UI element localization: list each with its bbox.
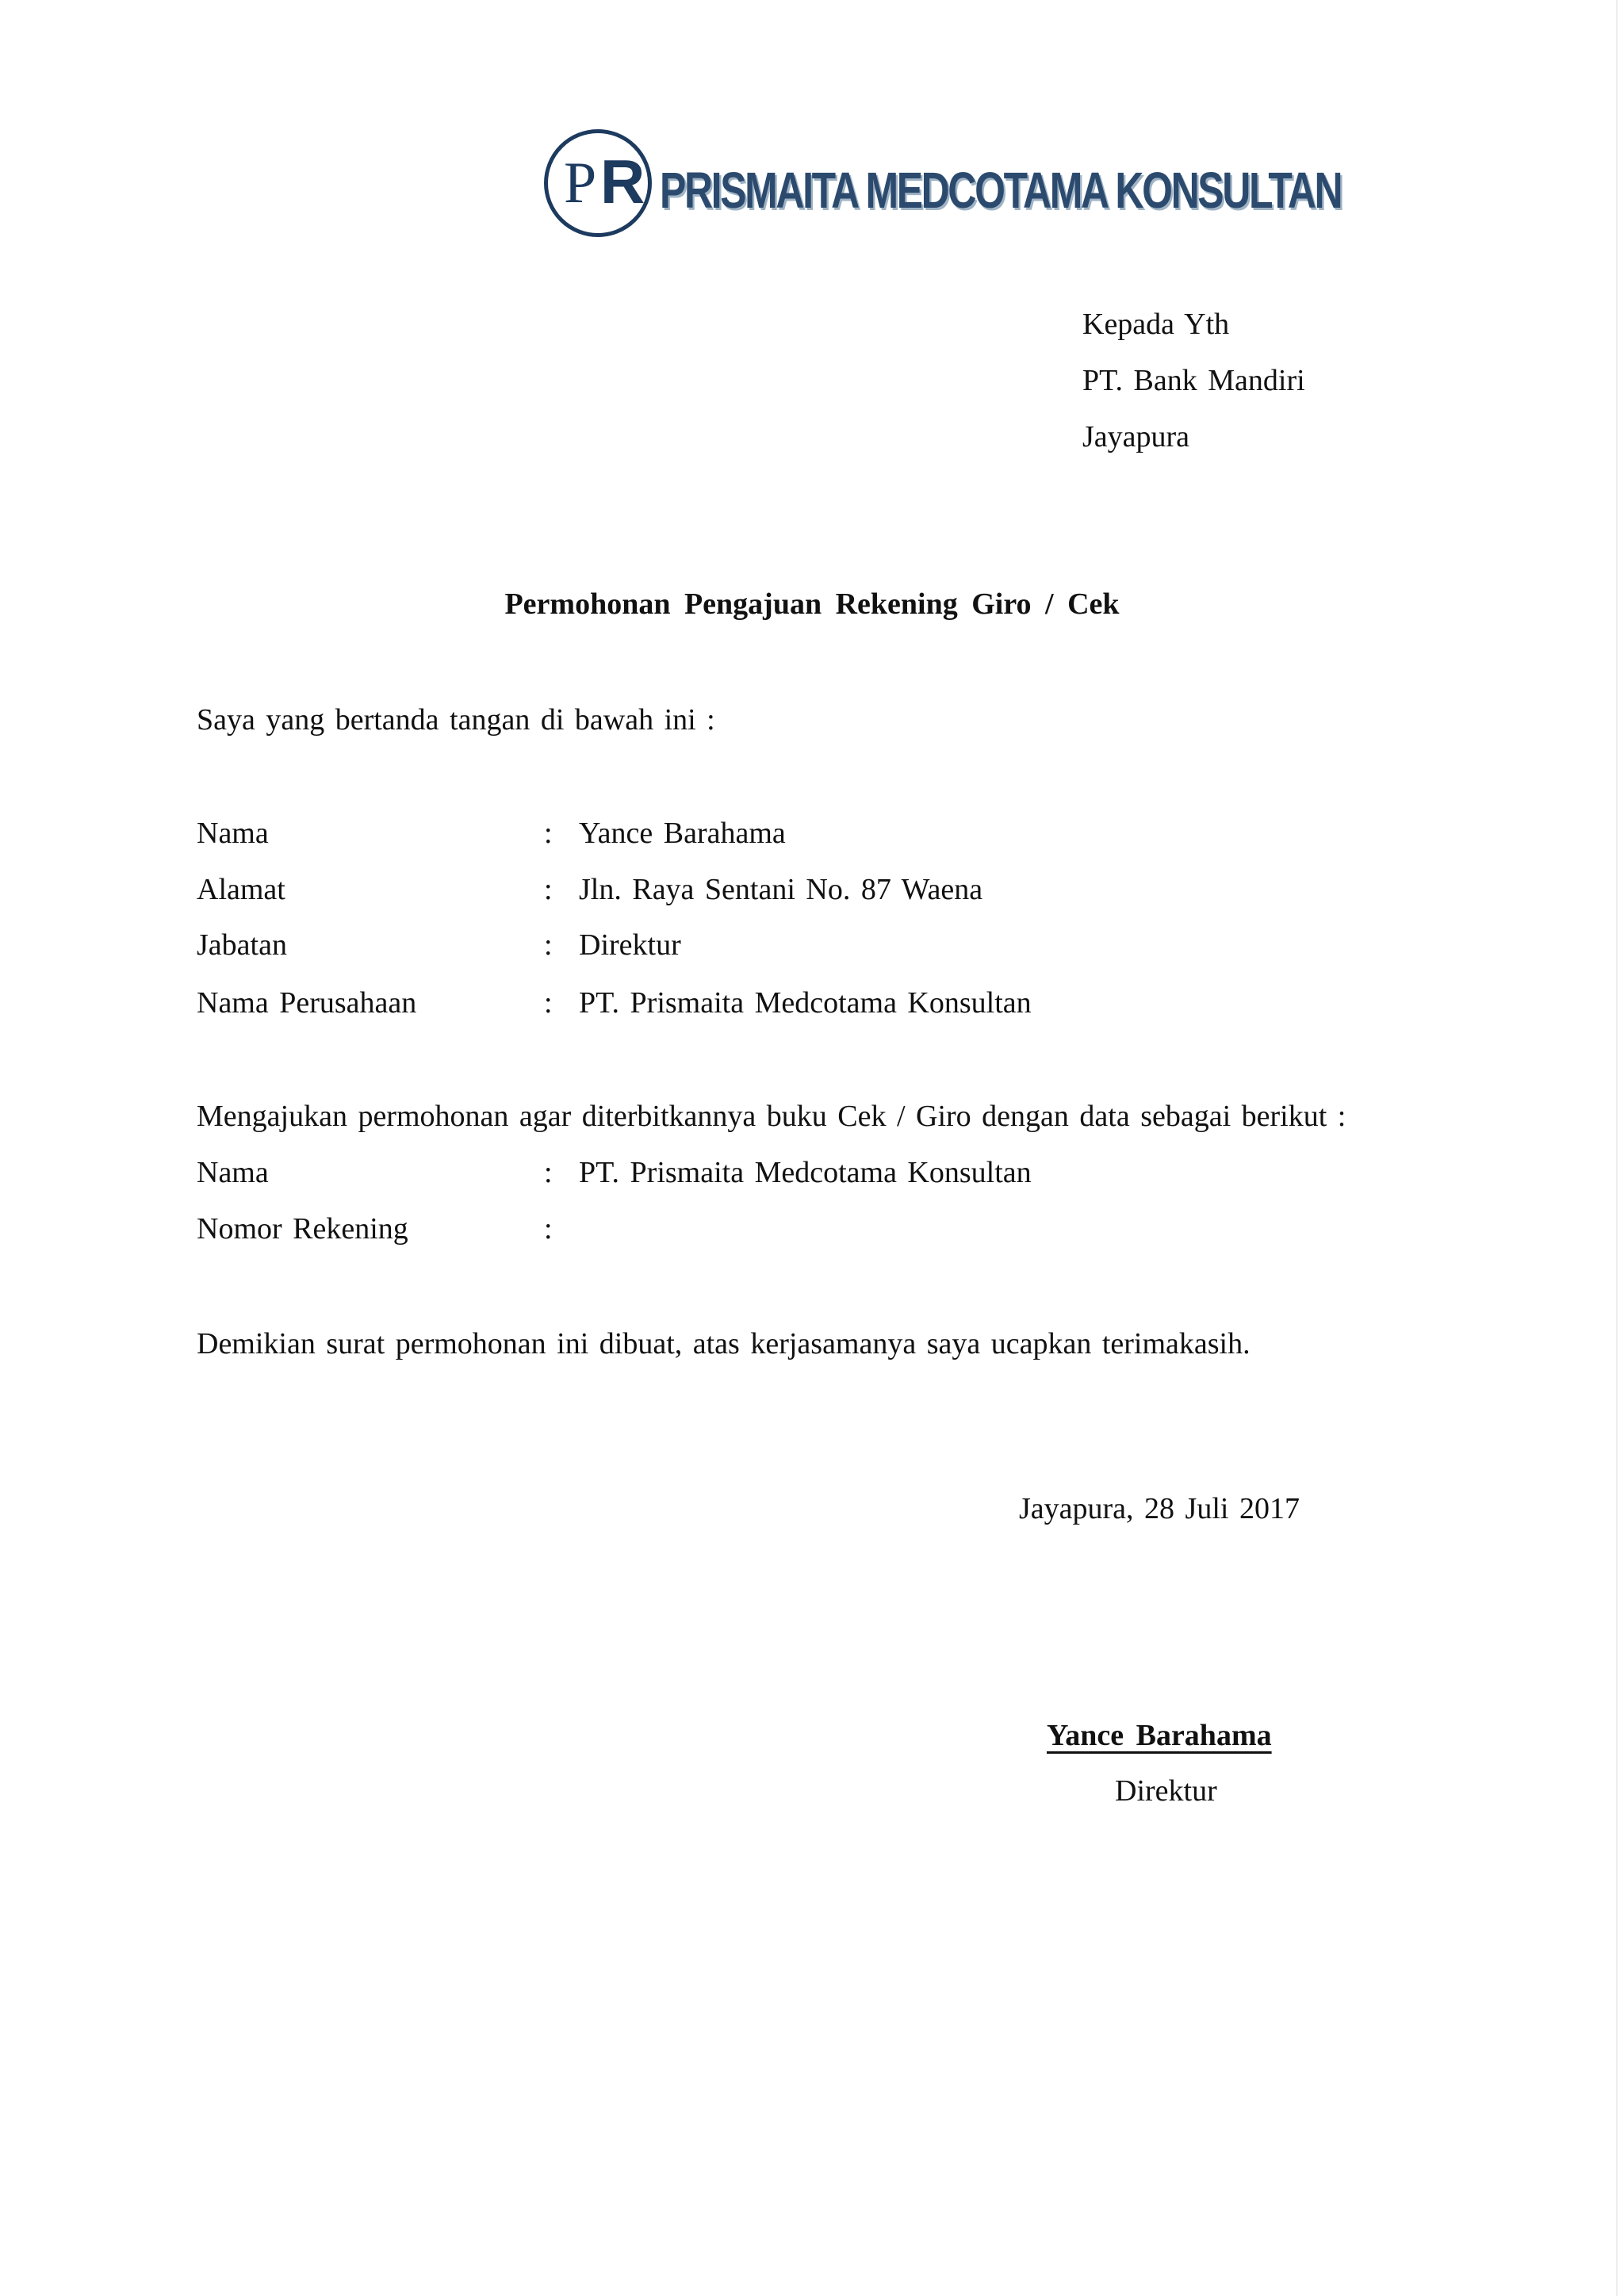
recipient-line-1: Kepada Yth [1082,308,1230,341]
field-value: Yance Barahama [579,817,786,850]
logo-letter-r: R [600,147,645,216]
field-label: Nama Perusahaan [197,986,417,1020]
field-value: PT. Prismaita Medcotama Konsultan [579,1156,1032,1189]
place-date: Jayapura, 28 Juli 2017 [1019,1492,1300,1525]
request-text: Mengajukan permohonan agar diterbitkannya buku Cek / Giro dengan data sebagai berikut : [197,1100,1346,1133]
field-colon: : [544,817,553,850]
field-colon: : [544,928,553,962]
recipient-line-2: PT. Bank Mandiri [1082,364,1305,397]
company-logo [544,129,652,237]
field-label: Nomor Rekening [197,1212,408,1246]
field-colon: : [544,1212,553,1246]
field-label: Nama [197,1156,269,1189]
field-label: Alamat [197,873,285,906]
field-label: Nama [197,817,269,850]
logo-letter-p: P [564,151,597,216]
field-colon: : [544,986,553,1020]
company-name: PRISMAITA MEDCOTAMA KONSULTAN [660,162,1342,219]
signatory-name: Yance Barahama [1047,1719,1272,1752]
field-colon: : [544,873,553,906]
field-value: Direktur [579,928,681,962]
intro-text: Saya yang bertanda tangan di bawah ini : [197,703,715,737]
field-colon: : [544,1156,553,1189]
signatory-position: Direktur [1115,1774,1217,1808]
field-value: PT. Prismaita Medcotama Konsultan [579,986,1032,1020]
letterhead [544,124,1534,243]
page-edge-line [1616,0,1618,2296]
letter-title: Permohonan Pengajuan Rekening Giro / Cek [504,587,1120,621]
field-value: Jln. Raya Sentani No. 87 Waena [579,873,983,906]
field-label: Jabatan [197,928,287,962]
closing-text: Demikian surat permohonan ini dibuat, atas kerjasamanya saya ucapkan terimakasih. [197,1327,1251,1360]
recipient-line-3: Jayapura [1082,420,1190,453]
